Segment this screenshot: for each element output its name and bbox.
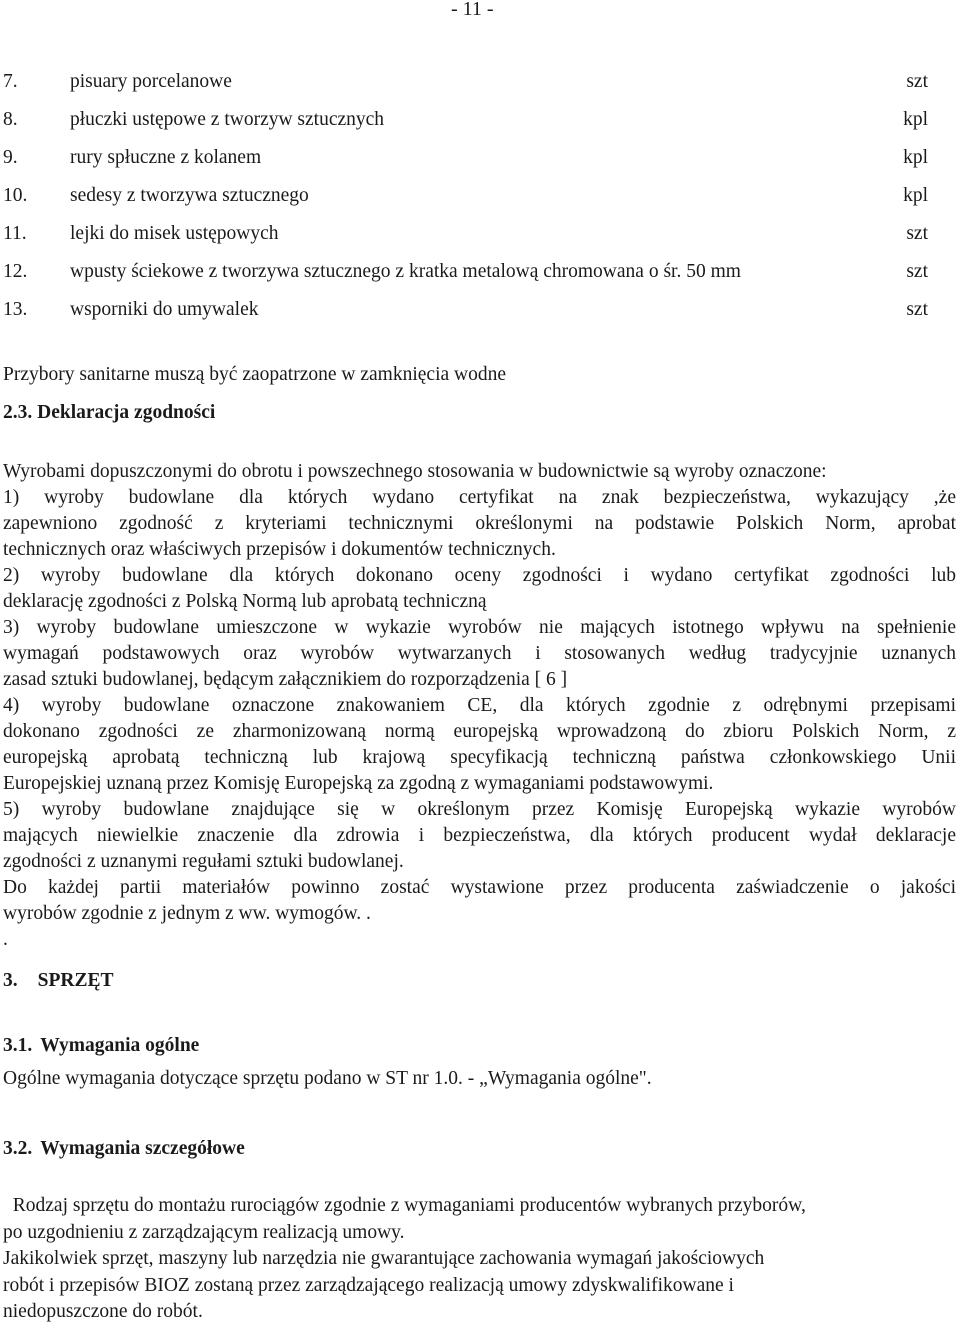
- paragraph-line: Wyrobami dopuszczonymi do obrotu i powszechnego stosowania w budownictwie są wyroby oznaczone:: [3, 461, 827, 482]
- item-number: 13.: [3, 299, 28, 320]
- item-number: 11.: [3, 223, 27, 244]
- list-item: [3, 185, 938, 211]
- item-text: sedesy z tworzywa sztucznego: [70, 185, 309, 206]
- paragraph-line: deklarację zgodności z Polską Normą lub aprobatą techniczną: [3, 591, 487, 612]
- list-item: [3, 109, 938, 135]
- declaration-body: [3, 459, 956, 953]
- item-number: 8.: [3, 109, 18, 130]
- item-number: 12.: [3, 261, 28, 282]
- list-item: [3, 71, 938, 97]
- paragraph-line: mających niewielkie znaczenie dla zdrowia i bezpieczeństwa, dla których producent wydał deklaracje: [3, 825, 956, 846]
- item-text: płuczki ustępowe z tworzyw sztucznych: [70, 109, 385, 130]
- section-heading-3-2: [3, 1138, 245, 1160]
- item-unit: szt: [906, 223, 928, 244]
- section-title: Wymagania ogólne: [40, 1035, 200, 1056]
- section-number: 3.1.: [3, 1035, 33, 1056]
- list-item: [3, 223, 938, 249]
- paragraph-line: robót i przepisów BIOZ zostaną przez zarządzającego realizacją umowy zdyskwalifikowane i: [3, 1274, 734, 1296]
- item-text: lejki do misek ustępowych: [70, 223, 279, 244]
- paragraph-line: 1) wyroby budowlane dla których wydano certyfikat na znak bezpieczeństwa, wykazujący ,że: [3, 487, 956, 508]
- item-number: 7.: [3, 71, 18, 92]
- paragraph-line: Jakikolwiek sprzęt, maszyny lub narzędzia nie gwarantujące zachowania wymagań jakościowych: [3, 1248, 765, 1269]
- page-number: - 11 -: [451, 0, 494, 20]
- paragraph-line: Europejskiej uznaną przez Komisję Europejską za zgodną z wymaganiami podstawowymi.: [3, 773, 714, 794]
- item-unit: kpl: [903, 147, 928, 168]
- list-item: [3, 147, 938, 173]
- section-number: 3.2.: [3, 1138, 33, 1159]
- paragraph-line: zgodności z uznanymi regułami sztuki budowlanej.: [3, 851, 404, 872]
- paragraph-line: 5) wyroby budowlane znajdujące się w określonym przez Komisję Europejską wykazie wyrobów: [3, 799, 956, 820]
- section-heading-3: [3, 970, 113, 992]
- paragraph-line: europejską aprobatą techniczną lub krajową specyfikacją techniczną państwa członkowskiego Unii: [3, 747, 956, 768]
- section-3-2-body: [3, 1193, 956, 1326]
- list-item: [3, 261, 938, 287]
- paragraph-line: Rodzaj sprzętu do montażu rurociągów zgodnie z wymaganiami producentów wybranych przyborów,: [3, 1195, 806, 1216]
- paragraph-line: niedopuszczone do robót.: [3, 1301, 203, 1322]
- paragraph-line: technicznych oraz właściwych przepisów i dokumentów technicznych.: [3, 539, 556, 560]
- sanitary-note: Przybory sanitarne muszą być zaopatrzone w zamknięcia wodne: [3, 364, 507, 385]
- item-unit: kpl: [903, 109, 928, 130]
- section-heading-2-3: 2.3. Deklaracja zgodności: [3, 402, 216, 423]
- paragraph-line: wyrobów zgodnie z jednym z ww. wymogów. .: [3, 903, 371, 924]
- paragraph-line: Do każdej partii materiałów powinno zostać wystawione przez producenta zaświadczenie o jakości: [3, 877, 956, 898]
- section-title: Wymagania szczegółowe: [40, 1138, 245, 1159]
- item-unit: szt: [906, 299, 928, 320]
- paragraph-line: 2) wyroby budowlane dla których dokonano oceny zgodności i wydano certyfikat zgodności lub: [3, 565, 956, 586]
- item-text: wpusty ściekowe z tworzywa sztucznego z kratka metalową chromowana o śr. 50 mm: [70, 261, 741, 282]
- item-text: wsporniki do umywalek: [70, 299, 259, 320]
- paragraph-line: zapewniono zgodność z kryteriami technicznymi określonymi na podstawie Polskich Norm, aprobat: [3, 513, 956, 534]
- paragraph-line: zasad sztuki budowlanej, będącym załącznikiem do rozporządzenia [ 6 ]: [3, 669, 568, 690]
- item-unit: kpl: [903, 185, 928, 206]
- item-number: 9.: [3, 147, 18, 168]
- paragraph-line: po uzgodnieniu z zarządzającym realizacją umowy.: [3, 1221, 405, 1243]
- list-item: [3, 299, 938, 325]
- item-text: rury spłuczne z kolanem: [70, 147, 262, 168]
- section-number: 3.: [3, 970, 18, 991]
- item-unit: szt: [906, 71, 928, 92]
- section-heading-3-1: [3, 1035, 199, 1057]
- item-unit: szt: [906, 261, 928, 282]
- section-title: SPRZĘT: [37, 970, 114, 991]
- item-number: 10.: [3, 185, 28, 206]
- paragraph-line: 3) wyroby budowlane umieszczone w wykazie wyrobów nie mających istotnego wpływu na spełnienie: [3, 617, 956, 638]
- paragraph-line: wymagań podstawowych oraz wyrobów wytwarzanych i stosowanych według tradycyjnie uznanych: [3, 643, 956, 664]
- section-3-1-text: Ogólne wymagania dotyczące sprzętu podano w ST nr 1.0. - „Wymagania ogólne".: [3, 1068, 652, 1089]
- paragraph-line: dokonano zgodności ze zharmonizowaną normą europejską wprowadzoną do zbioru Polskich Norm, z: [3, 721, 956, 742]
- paragraph-line: 4) wyroby budowlane oznaczone znakowaniem CE, dla których zgodnie z odrębnymi przepisami: [3, 695, 956, 716]
- item-text: pisuary porcelanowe: [70, 71, 232, 92]
- paragraph-line: .: [3, 929, 8, 950]
